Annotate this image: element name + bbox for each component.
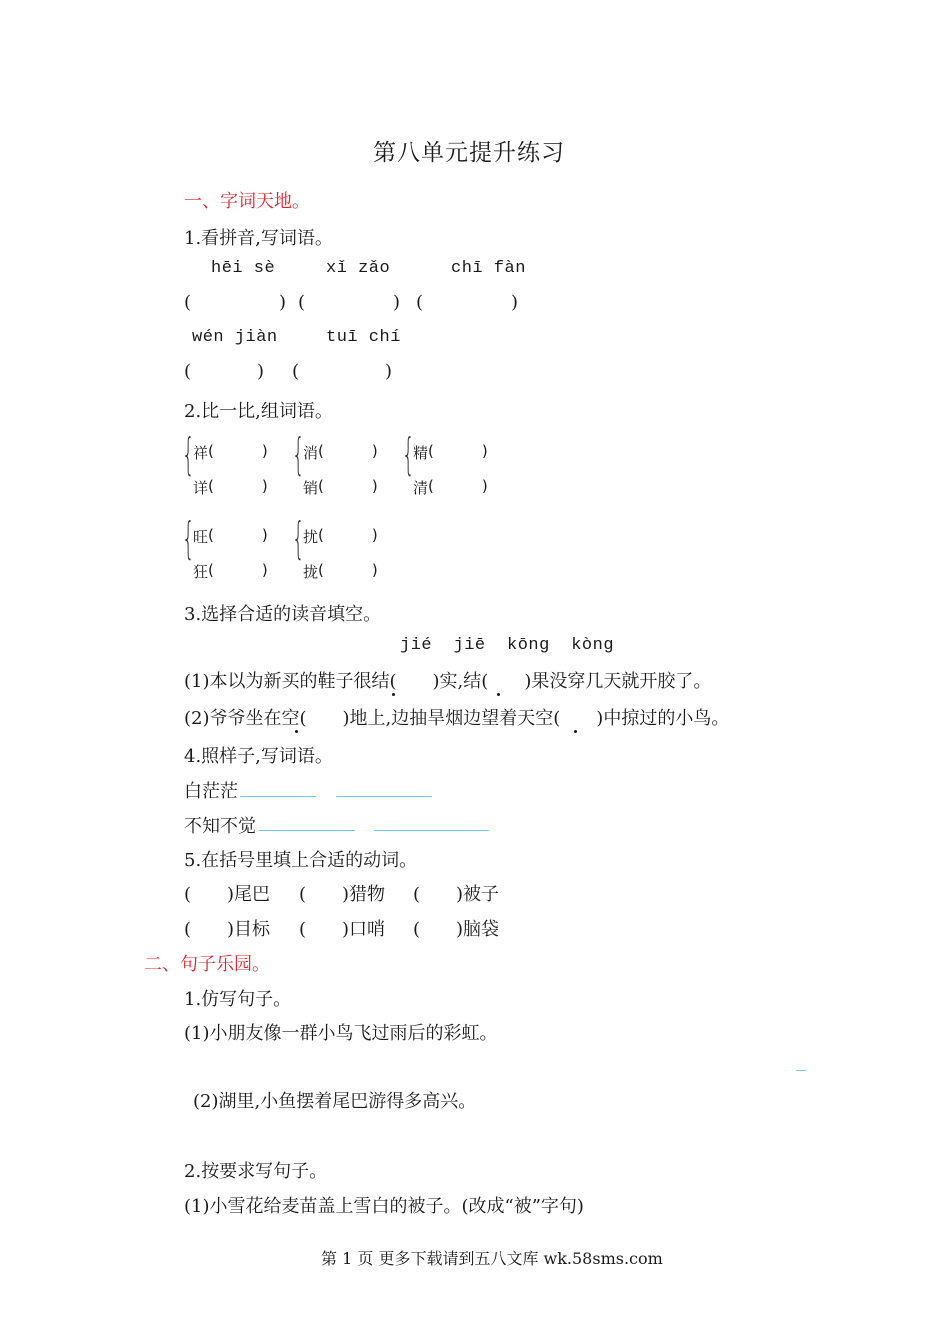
sentence-part: (2)爷爷坐在空( [184,708,307,729]
question-prompt: 1.看拼音,写词语。 [184,228,333,249]
example-word: 不知不觉 [184,816,256,837]
answer-blank[interactable]: ( ) [416,292,519,313]
brace-icon: { [402,429,415,480]
compare-char: 拢 [303,563,319,581]
blank-noun: )脑袋 [456,919,500,940]
sentence: (2)湖里,小鱼摆着尾巴游得多高兴。 [193,1091,477,1112]
question-prompt: 2.按要求写句子。 [184,1161,328,1182]
compare-char: 消 [303,444,319,462]
answer-blank[interactable]: ( ) [428,477,488,495]
brace-icon: { [292,513,305,564]
answer-blank[interactable]: ( ) [318,526,378,544]
emphasis-dot [497,693,500,696]
emphasis-dot [574,730,577,733]
blank-noun: )口哨 [342,919,386,940]
brace-icon: { [292,429,305,480]
answer-blank[interactable]: ( ) [318,561,378,579]
compare-char: 清 [413,479,429,497]
section-heading-2: 二、句子乐园。 [144,954,270,975]
question-prompt: 5.在括号里填上合适的动词。 [184,850,418,871]
pinyin: xǐ zǎo [326,259,391,278]
pinyin: tuī chí [326,328,401,347]
compare-char: 精 [413,444,429,462]
sentence [184,667,711,693]
answer-blank[interactable]: ( ) [298,292,401,313]
answer-blank[interactable]: ( ) [428,442,488,460]
answer-blank[interactable]: ( ) [318,477,378,495]
blank-noun: )猎物 [342,884,386,905]
question-prompt: 2.比一比,组词语。 [184,401,333,422]
pinyin: wén jiàn [192,328,278,347]
question-prompt: 4.照样子,写词语。 [184,746,333,767]
answer-line[interactable] [374,830,489,831]
emphasis-dot [295,730,298,733]
pinyin: hēi sè [211,259,276,278]
page-footer: 第 1 页 更多下载请到五八文库 wk.58sms.com [321,1249,663,1268]
answer-blank[interactable]: ( ) [292,361,393,382]
verb-blank[interactable]: ( )猎物 [299,884,386,905]
sentence: (1)小雪花给麦苗盖上雪白的被子。(改成“被”字句) [184,1196,584,1217]
compare-char: 销 [303,479,319,497]
pinyin: chī fàn [451,259,526,278]
answer-line[interactable] [259,830,355,831]
sentence-part: )中掠过的小鸟。 [596,708,730,729]
blank-noun: )目标 [227,919,271,940]
compare-char: 详 [193,479,209,497]
section-heading-1: 一、字词天地。 [184,191,310,212]
compare-char: 祥 [193,444,209,462]
question-prompt: 3.选择合适的读音填空。 [184,604,382,625]
sentence-part: )果没穿几天就开胶了。 [524,671,712,692]
answer-blank[interactable]: ( ) [184,292,287,313]
verb-blank[interactable]: ( )口哨 [299,919,386,940]
brace-icon: { [182,513,195,564]
verb-blank[interactable]: ( )被子 [413,884,500,905]
answer-blank[interactable]: ( ) [208,561,268,579]
page-title: 第八单元提升练习 [373,140,565,166]
question-prompt: 1.仿写句子。 [184,989,292,1010]
answer-line[interactable] [796,1070,806,1071]
sentence-part: )地上,边抽旱烟边望着天空( [342,708,561,729]
compare-char: 旺 [193,528,209,546]
verb-blank[interactable]: ( )目标 [184,919,271,940]
example-word: 白茫茫 [184,781,238,802]
pinyin-options: jié jiē kōng kòng [400,636,615,655]
compare-char: 狂 [193,563,209,581]
compare-char: 扰 [303,528,319,546]
blank-noun: )被子 [456,884,500,905]
sentence-part: )实,结( [432,671,489,692]
answer-blank[interactable]: ( ) [208,477,268,495]
answer-line[interactable] [240,796,316,797]
verb-blank[interactable]: ( )尾巴 [184,884,271,905]
brace-icon: { [182,429,195,480]
sentence-part: (1)本以为新买的鞋子很结( [184,671,397,692]
emphasis-dot [392,693,395,696]
answer-blank[interactable]: ( ) [208,442,268,460]
verb-blank[interactable]: ( )脑袋 [413,919,500,940]
answer-blank[interactable]: ( ) [208,526,268,544]
answer-line[interactable] [336,796,432,797]
blank-noun: )尾巴 [227,884,271,905]
answer-blank[interactable]: ( ) [184,361,265,382]
sentence [184,704,729,730]
sentence: (1)小朋友像一群小鸟飞过雨后的彩虹。 [184,1023,498,1044]
answer-blank[interactable]: ( ) [318,442,378,460]
